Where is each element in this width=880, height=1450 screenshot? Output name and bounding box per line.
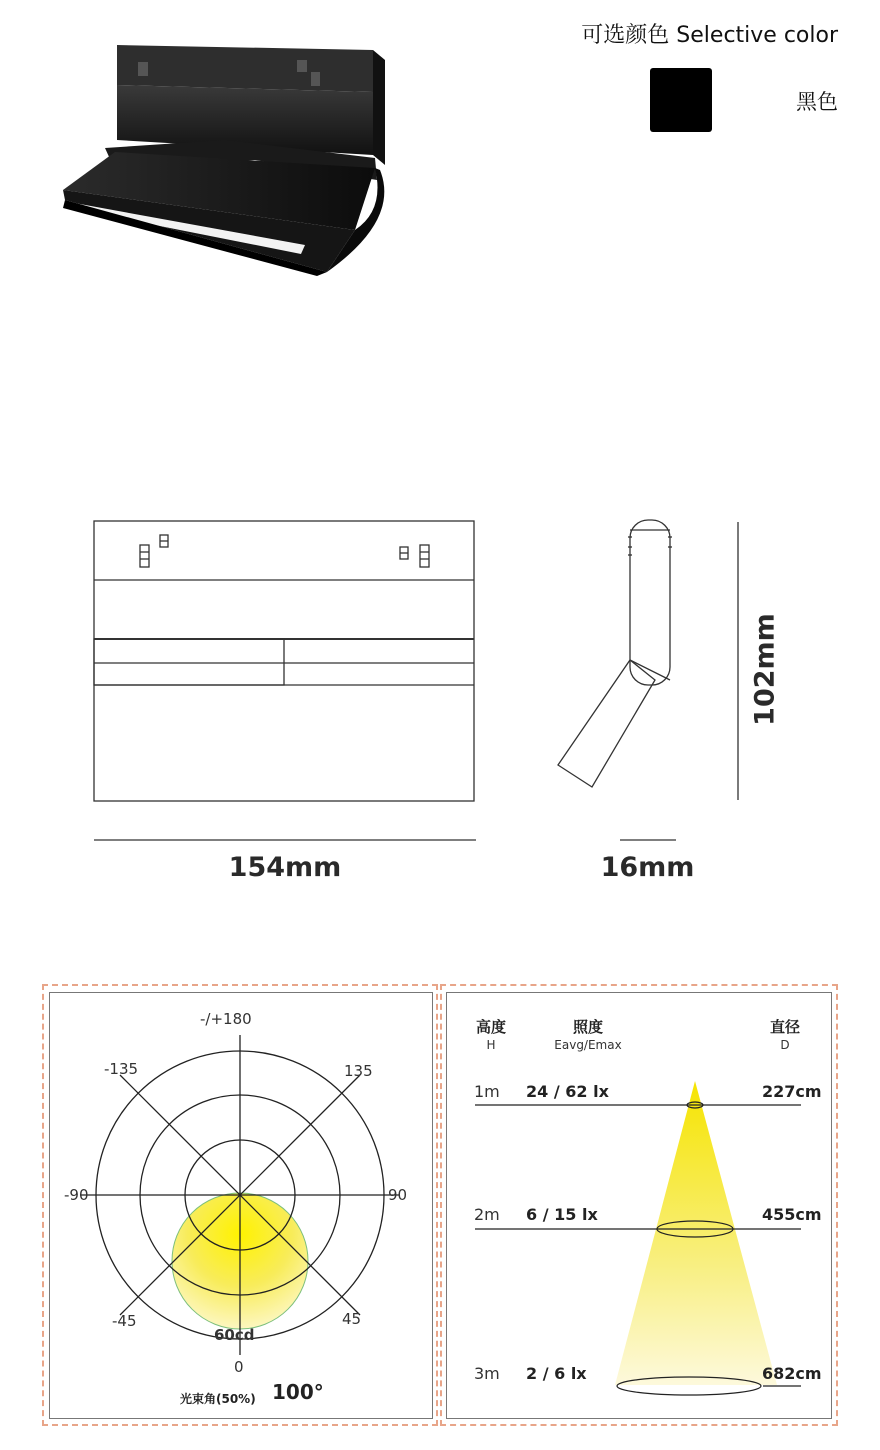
- width-dimension-label: 154mm: [228, 852, 342, 883]
- col-header-illuminance: 照度: [572, 1018, 603, 1036]
- product-image: [55, 40, 395, 280]
- row-2-illuminance: 6 / 15 lx: [526, 1205, 598, 1224]
- height-dimension-line: [734, 520, 742, 802]
- row-2-diameter: 455cm: [762, 1205, 822, 1224]
- row-2-height: 2m: [474, 1205, 500, 1224]
- color-name-label: 黑色: [796, 90, 838, 114]
- angle-label-45: 45: [342, 1310, 362, 1328]
- col-subheader-height: H: [486, 1038, 496, 1052]
- angle-label-neg45: -45: [112, 1312, 137, 1330]
- angle-label-90: 90: [388, 1186, 408, 1204]
- front-view-drawing: [88, 515, 483, 810]
- beam-angle-caption: 光束角(50%): [180, 1392, 256, 1406]
- depth-dimension-line: [618, 836, 678, 844]
- col-subheader-diameter: D: [780, 1038, 790, 1052]
- intensity-label: 60cd: [214, 1326, 255, 1344]
- angle-label-neg90: -90: [64, 1186, 89, 1204]
- row-3-height: 3m: [474, 1364, 500, 1383]
- angle-label-0: 0: [234, 1358, 244, 1376]
- width-dimension-line: [92, 836, 478, 844]
- col-header-diameter: 直径: [769, 1018, 800, 1036]
- row-1-illuminance: 24 / 62 lx: [526, 1082, 609, 1101]
- row-3-diameter: 682cm: [762, 1364, 822, 1383]
- angle-label-135: 135: [344, 1062, 373, 1080]
- polar-light-distribution-chart: [50, 995, 432, 1415]
- side-view-drawing: [550, 515, 690, 795]
- angle-label-180: -/+180: [200, 1010, 252, 1028]
- beam-angle-value: 100°: [272, 1380, 324, 1404]
- color-swatch-black[interactable]: [650, 68, 712, 132]
- row-1-height: 1m: [474, 1082, 500, 1101]
- angle-label-neg135: -135: [104, 1060, 139, 1078]
- col-subheader-illuminance: Eavg/Emax: [554, 1038, 622, 1052]
- row-1-diameter: 227cm: [762, 1082, 822, 1101]
- selective-color-title: 可选颜色 Selective color: [581, 23, 838, 48]
- col-header-height: 高度: [475, 1018, 506, 1036]
- depth-dimension-label: 16mm: [600, 852, 695, 883]
- height-dimension-label: 102mm: [749, 613, 781, 726]
- row-3-illuminance: 2 / 6 lx: [526, 1364, 587, 1383]
